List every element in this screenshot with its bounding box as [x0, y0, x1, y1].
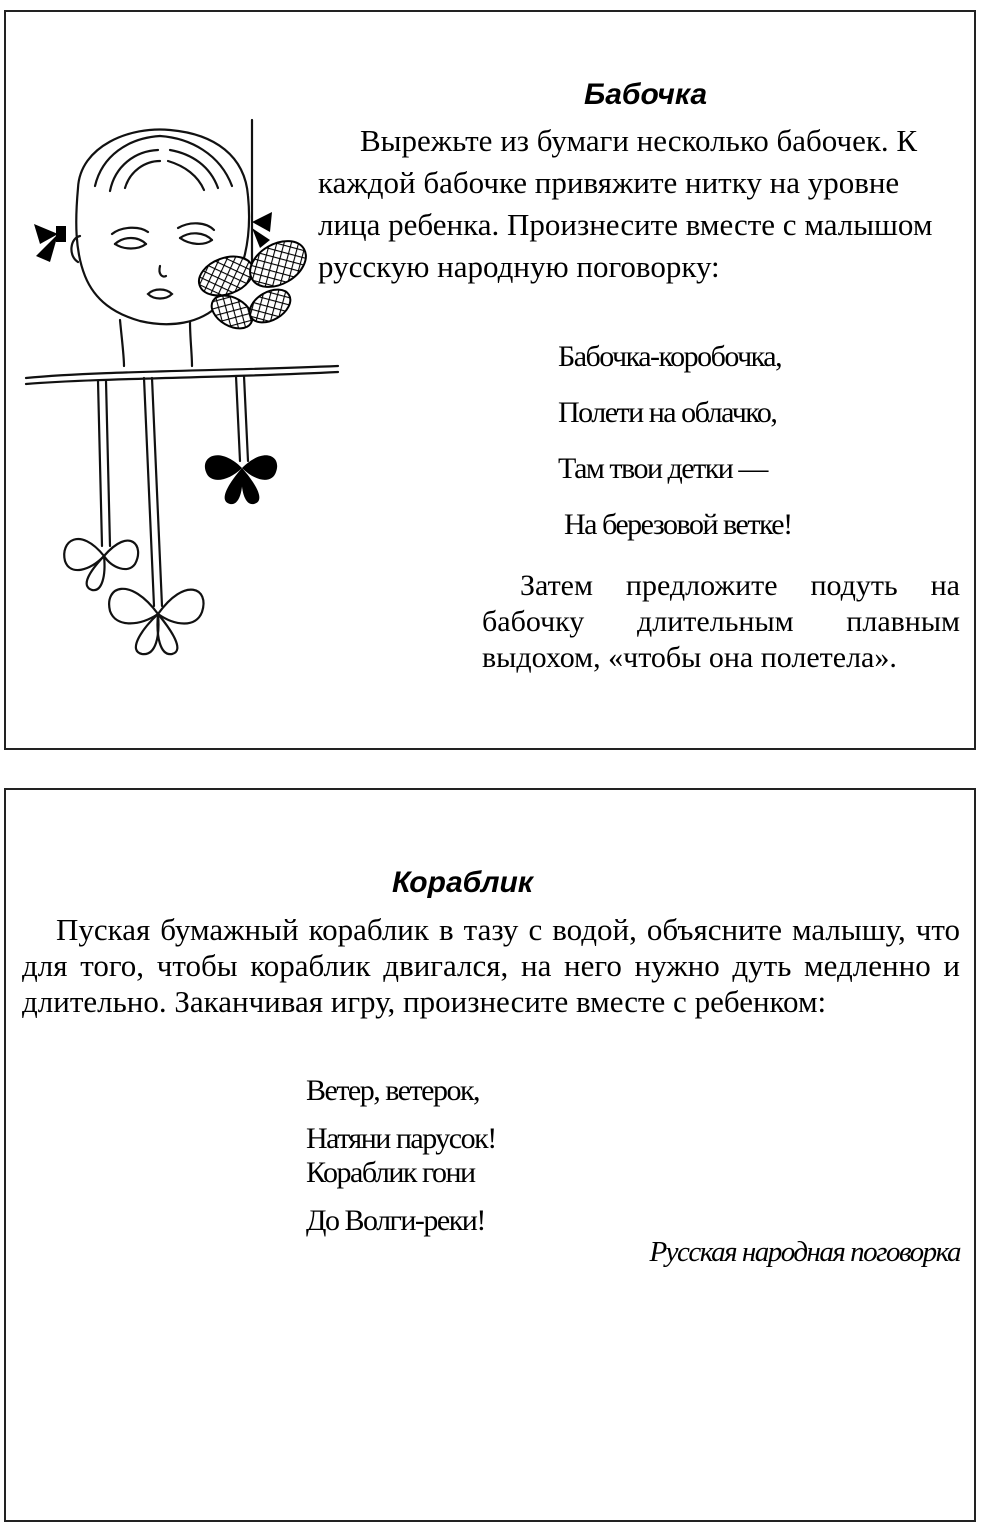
verse-line: Натяни парусок!	[306, 1122, 496, 1155]
verse-line: Бабочка-коробочка,	[558, 340, 782, 373]
attribution: Русская народная поговорка	[649, 1236, 960, 1268]
butterfly-card	[4, 10, 976, 750]
child-with-butterflies-illustration	[20, 116, 340, 661]
verse-line: Ветер, ветерок,	[306, 1074, 480, 1107]
card-intro: Пуская бумажный кораблик в тазу с водой, объясните малышу, что для того, чтобы кораблик двигался, на него нужно дуть медленно и длительно. Заканчивая игру, произнесите вместе с ребенком:	[22, 912, 960, 1019]
verse-line: На березовой ветке!	[564, 508, 792, 541]
verse-line: Полети на облачко,	[558, 396, 777, 429]
card-title: Кораблик	[392, 866, 534, 899]
card-title: Бабочка	[584, 78, 708, 111]
verse-line: Кораблик гони	[306, 1156, 475, 1189]
card-conclusion: Затем предложите подуть на бабочку длительным плавным выдохом, «чтобы она полетела».	[482, 569, 960, 674]
verse-line: Там твои детки —	[558, 452, 767, 485]
boat-card	[4, 788, 976, 1522]
card-intro: Вырежьте из бумаги несколько бабочек. К каждой бабочке привяжите нитку на уровне лица ребенка. Произнесите вместе с малышом русскую народную поговорку:	[318, 123, 933, 284]
verse-line: До Волги-реки!	[306, 1204, 485, 1237]
